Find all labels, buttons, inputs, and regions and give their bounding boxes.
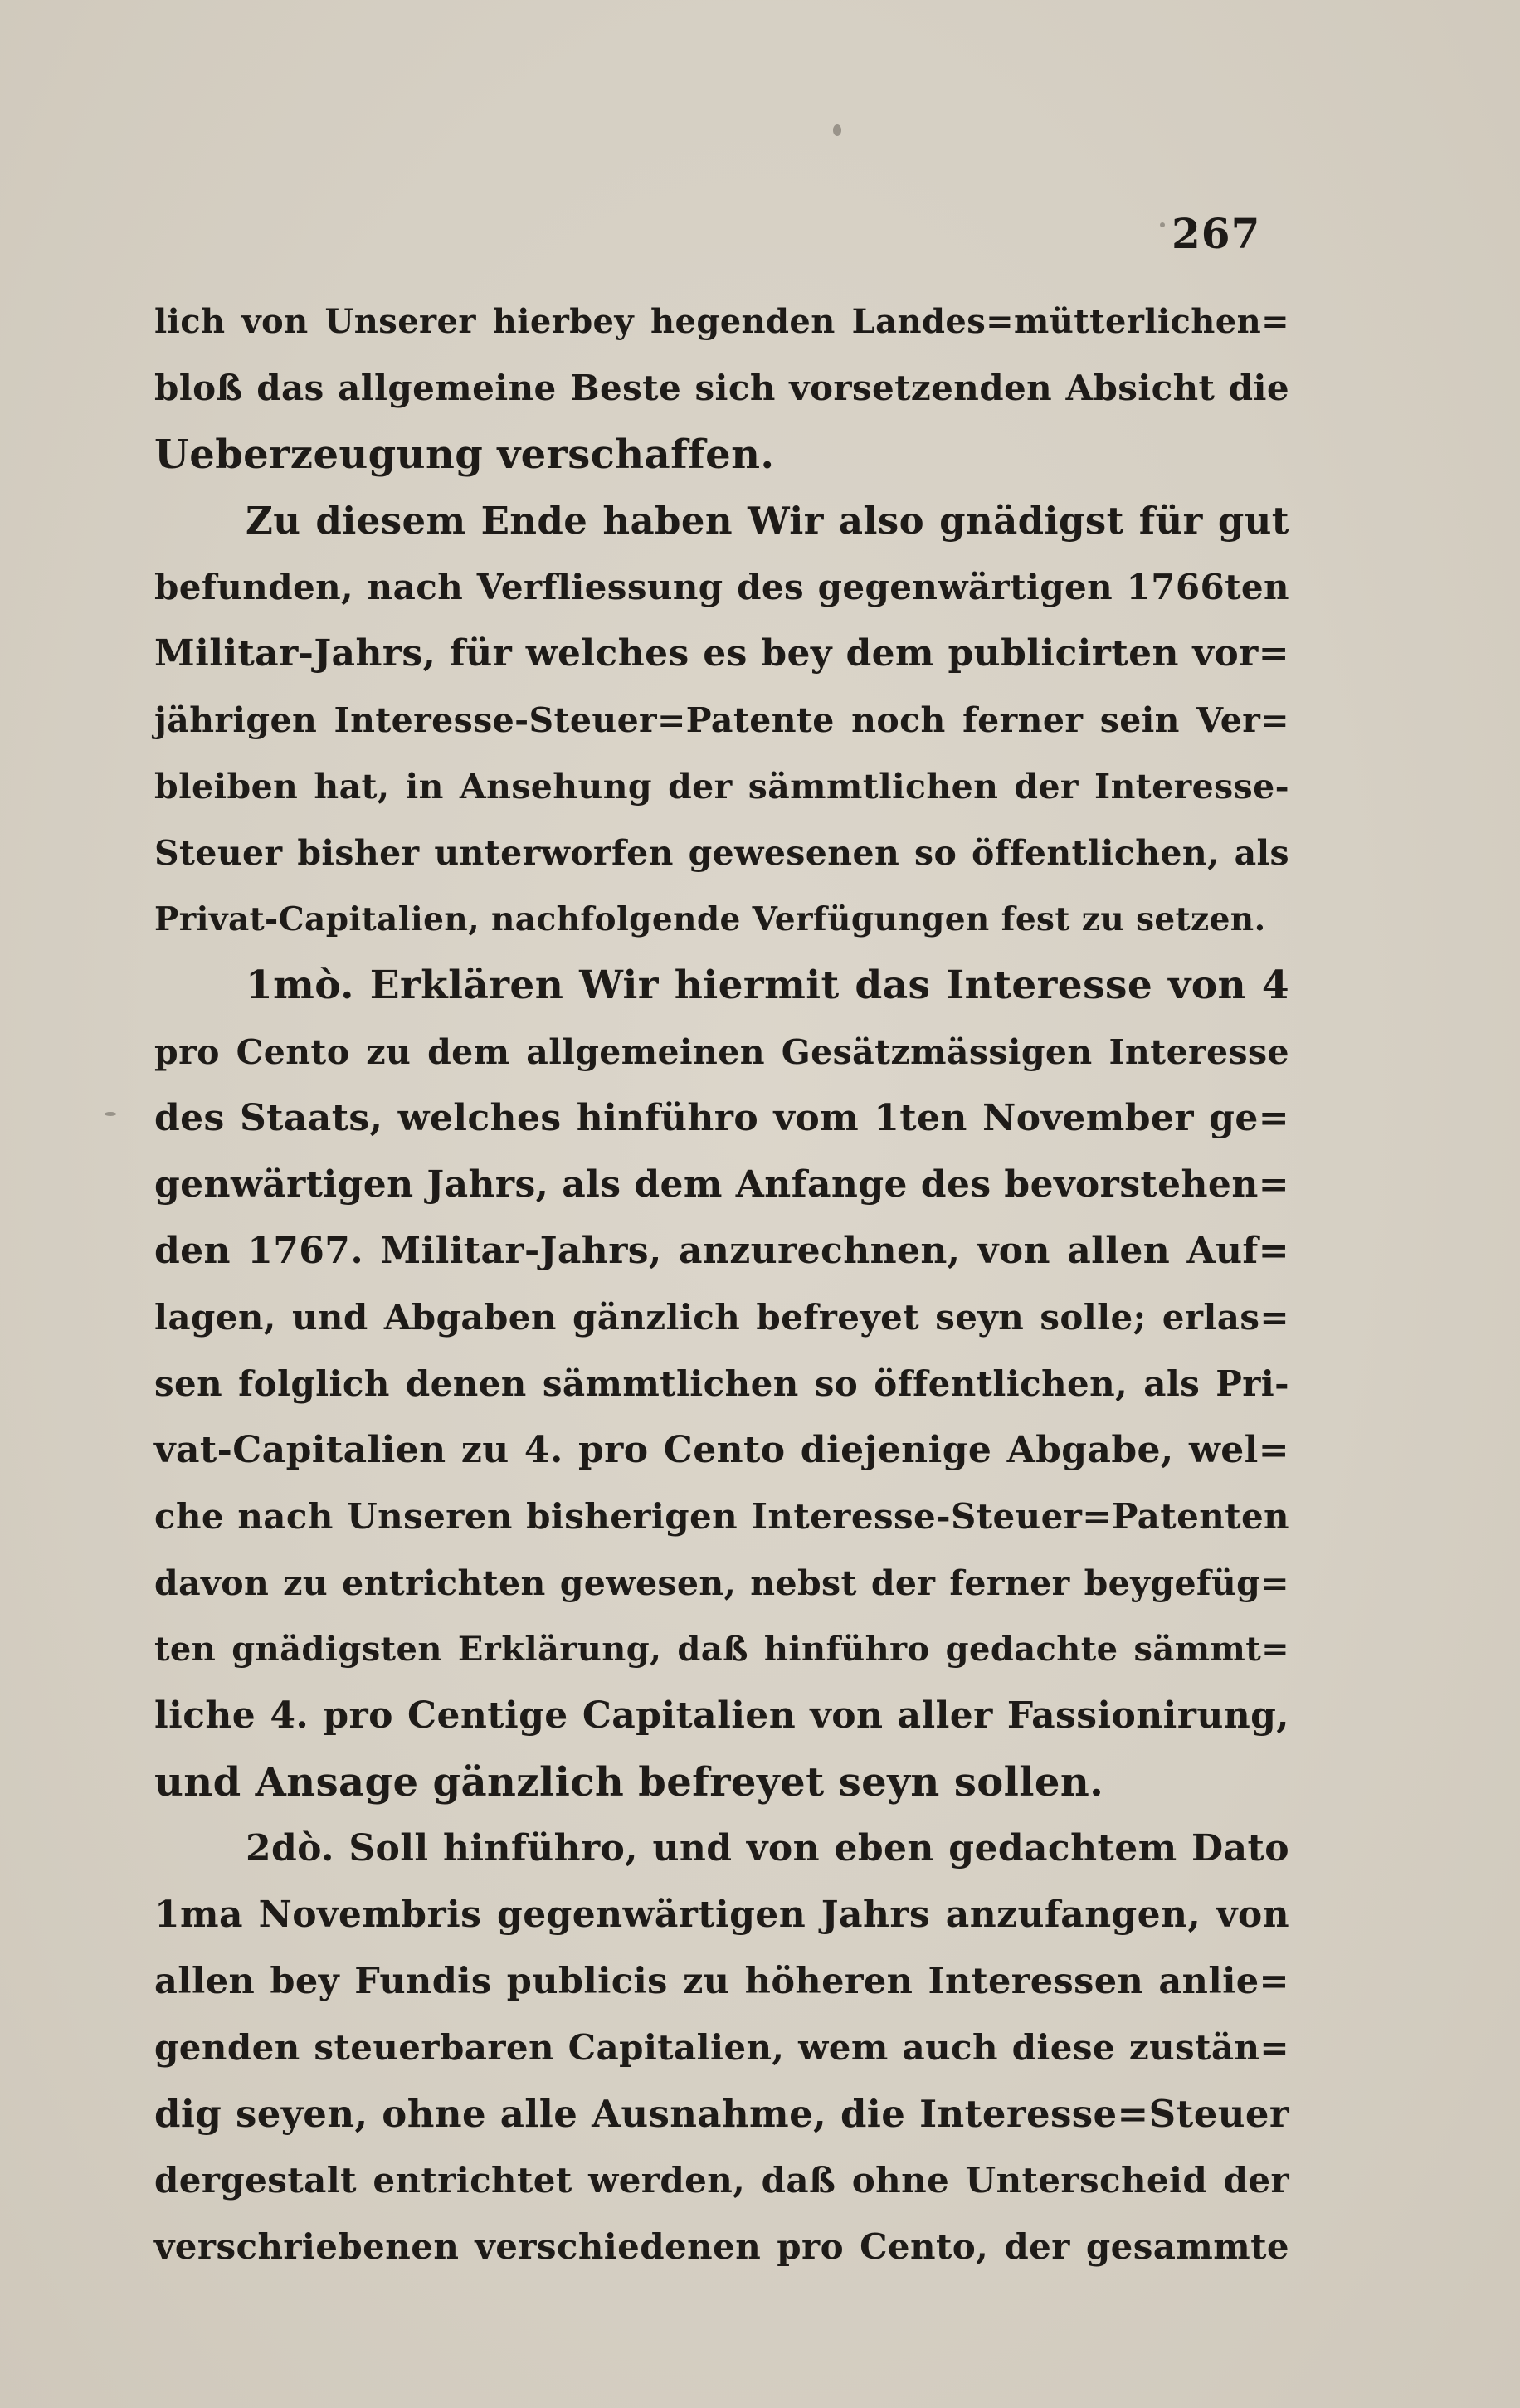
text-line: che nach Unseren bisherigen Interesse-Steuer=Patenten	[154, 1496, 1289, 1537]
text-line: verschriebenen verschiedenen pro Cento, der gesammte	[154, 2226, 1289, 2267]
ink-mark	[833, 124, 841, 136]
text-line: jährigen Interesse-Steuer=Patente noch ferner sein Ver=	[154, 700, 1289, 740]
text-line: 2dò. Soll hinführo, und von eben gedachtem Dato	[246, 1827, 1289, 1869]
text-line: genwärtigen Jahrs, als dem Anfange des bevorstehen=	[154, 1163, 1289, 1206]
text-line: 1ma Novembris gegenwärtigen Jahrs anzufangen, von	[154, 1894, 1289, 1936]
text-line: davon zu entrichten gewesen, nebst der ferner beygefüg=	[154, 1563, 1289, 1603]
text-line: Ueberzeugung verschaffen.	[154, 431, 775, 478]
text-line: Militar-Jahrs, für welches es bey dem publicirten vor=	[154, 632, 1289, 675]
ink-mark	[1160, 222, 1165, 227]
text-line: ten gnädigsten Erklärung, daß hinführo gedachte sämmt=	[154, 1630, 1289, 1669]
text-line: Steuer bisher unterworfen gewesenen so öffentlichen, als	[154, 833, 1289, 873]
text-line: 1mò. Erklären Wir hiermit das Interesse von 4	[246, 963, 1289, 1008]
text-line: lich von Unserer hierbey hegenden Landes=mütterlichen=	[154, 302, 1289, 341]
text-line: bloß das allgemeine Beste sich vorsetzenden Absicht die	[154, 368, 1289, 408]
text-line: allen bey Fundis publicis zu höheren Interessen anlie=	[154, 1961, 1289, 2002]
text-line: und Ansage gänzlich befreyet seyn sollen.	[154, 1759, 1104, 1806]
page-number: 267	[1172, 209, 1261, 258]
text-line: Zu diesem Ende haben Wir also gnädigst für gut	[246, 499, 1289, 543]
text-line: pro Cento zu dem allgemeinen Gesätzmässigen Interesse	[154, 1032, 1289, 1072]
text-line: befunden, nach Verfliessung des gegenwärtigen 1766ten	[154, 567, 1289, 607]
text-line: den 1767. Militar-Jahrs, anzurechnen, von allen Auf=	[154, 1230, 1289, 1272]
text-line: des Staats, welches hinführo vom 1ten November ge=	[154, 1097, 1289, 1139]
body-text	[154, 289, 1289, 2280]
text-line: lagen, und Abgaben gänzlich befreyet seyn solle; erlas=	[154, 1297, 1289, 1338]
text-line: Privat-Capitalien, nachfolgende Verfügungen fest zu setzen.	[154, 900, 1266, 938]
text-line: dig seyen, ohne alle Ausnahme, die Interesse=Steuer	[154, 2092, 1289, 2136]
text-line: vat-Capitalien zu 4. pro Cento diejenige Abgabe, wel=	[154, 1429, 1289, 1471]
text-line: genden steuerbaren Capitalien, wem auch diese zustän=	[154, 2027, 1289, 2068]
text-line: sen folglich denen sämmtlichen so öffentlichen, als Pri-	[154, 1363, 1289, 1404]
text-line: liche 4. pro Centige Capitalien von aller Fassionirung,	[154, 1694, 1289, 1737]
text-line: dergestalt entrichtet werden, daß ohne Unterscheid der	[154, 2160, 1289, 2201]
ink-mark	[105, 1112, 116, 1116]
text-line: bleiben hat, in Ansehung der sämmtlichen der Interesse-	[154, 767, 1289, 807]
